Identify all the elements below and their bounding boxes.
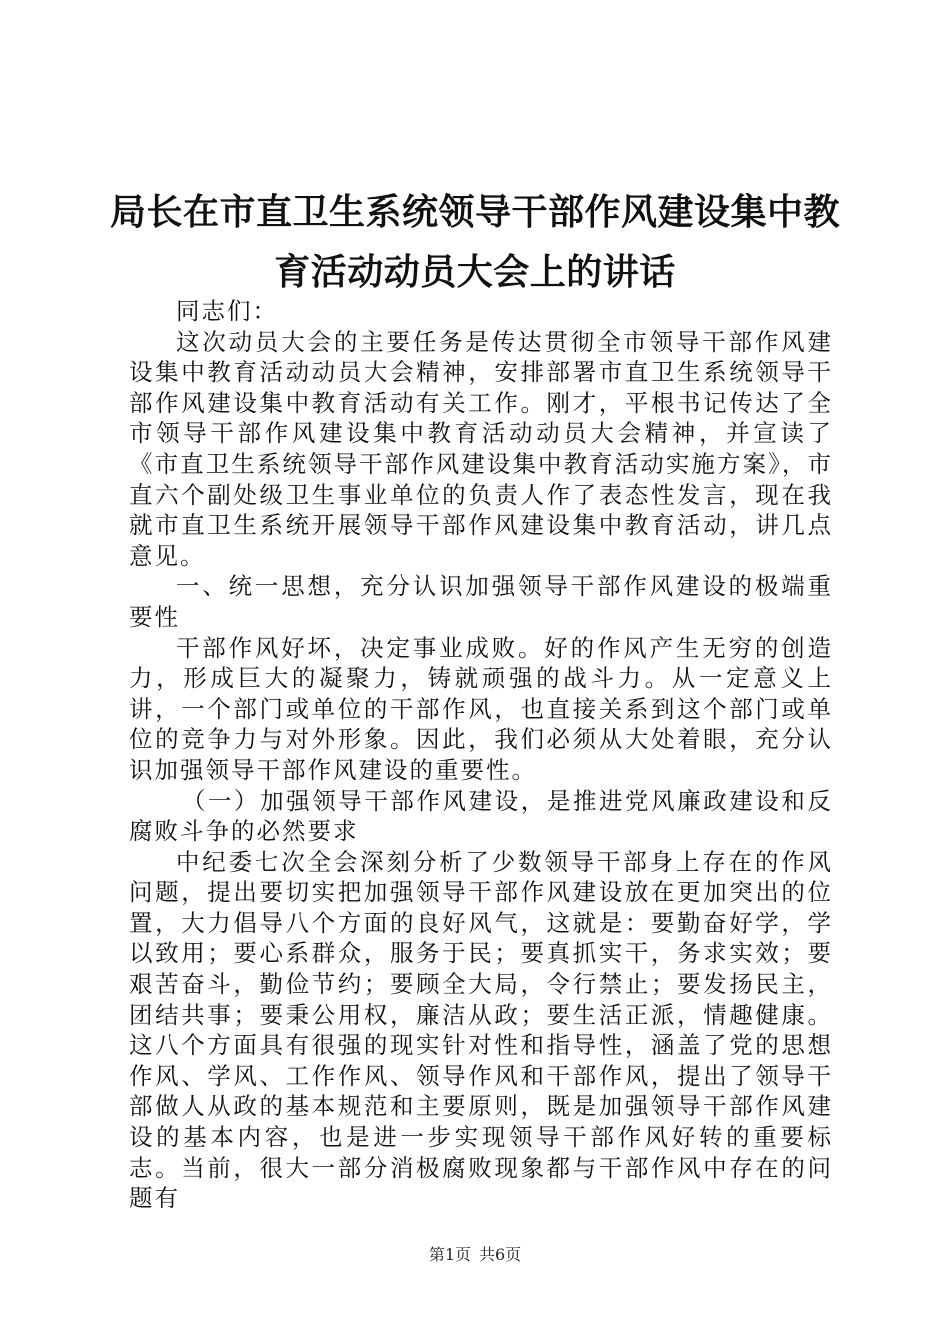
salutation: 同志们：	[176, 297, 278, 325]
page-total: 共6页	[479, 1245, 522, 1264]
document-body	[129, 296, 833, 1214]
page-number: 第1页	[428, 1245, 471, 1264]
title-line-1: 局长在市直卫生系统领导干部作风建设集中教	[109, 191, 840, 233]
section-heading-1: 一、统一思想，充分认识加强领导干部作风建设的极端重要性	[129, 572, 833, 631]
body-paragraph: 干部作风好坏，决定事业成败。好的作风产生无穷的创造力，形成巨大的凝聚力，铸就顽强的战斗力。从一定意义上讲，一个部门或单位的干部作风，也直接关系到这个部门或单位的竞争力与对外形象。因此，我们必须从大处着眼，充分认识加强领导干部作风建设的重要性。	[129, 633, 833, 784]
subsection-heading-1: （一）加强领导干部作风建设，是推进党风廉政建设和反腐败斗争的必然要求	[129, 786, 833, 846]
document-title	[100, 182, 850, 302]
body-paragraph-intro: 这次动员大会的主要任务是传达贯彻全市领导干部作风建设集中教育活动动员大会精神，安排部署市直卫生系统领导干部作风建设集中教育活动有关工作。刚才，平根书记传达了全市领导干部作风建设集中教育活动动员大会精神，并宣读了《市直卫生系统领导干部作风建设集中教育活动实施方案》，市直六个副处级卫生事业单位的负责人作了表态性发言，现在我就市直卫生系统开展领导干部作风建设集中教育活动，讲几点意见。	[129, 327, 833, 570]
title-line-2: 育活动动员大会上的讲话	[274, 251, 676, 293]
page-footer	[0, 1242, 950, 1265]
body-paragraph: 中纪委七次全会深刻分析了少数领导干部身上存在的作风问题，提出要切实把加强领导干部作风建设放在更加突出的位置，大力倡导八个方面的良好风气，这就是：要勤奋好学，学以致用；要心系群众，服务于民；要真抓实干，务求实效；要艰苦奋斗，勤俭节约；要顾全大局，令行禁止；要发扬民主，团结共事；要秉公用权，廉洁从政；要生活正派，情趣健康。这八个方面具有很强的现实针对性和指导性，涵盖了党的思想作风、学风、工作作风、领导作风和干部作风，提出了领导干部做人从政的基本规范和主要原则，既是加强领导干部作风建设的基本内容，也是进一步实现领导干部作风好转的重要标志。当前，很大一部分消极腐败现象都与干部作风中存在的问题有	[129, 847, 833, 1213]
